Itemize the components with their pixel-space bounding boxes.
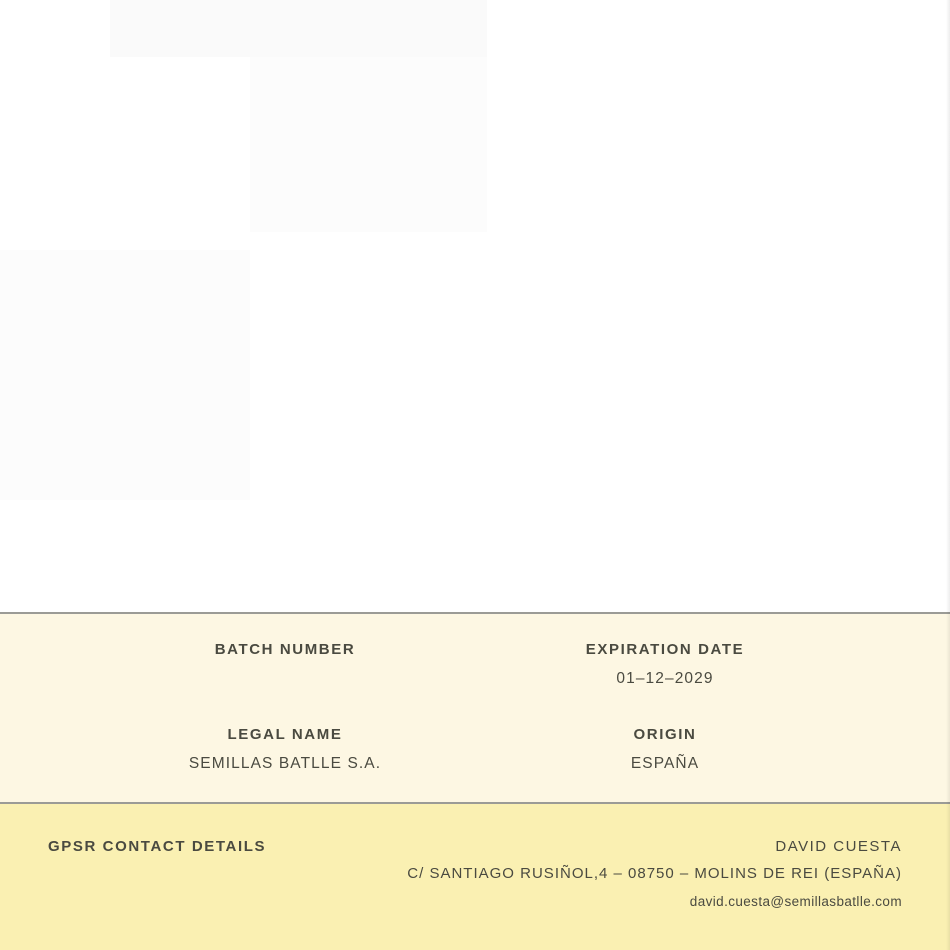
batch-number-value (95, 670, 475, 688)
legal-name-label: LEGAL NAME (227, 726, 343, 743)
expiration-date-value: 01–12–2029 (616, 670, 714, 687)
info-row (95, 726, 855, 773)
faded-image-placeholder (250, 57, 487, 232)
gpsr-contact-section (0, 804, 950, 950)
legal-name-value: SEMILLAS BATLLE S.A. (188, 755, 382, 772)
batch-info-section (0, 614, 950, 802)
origin-field (475, 726, 855, 773)
legal-name-field (95, 726, 475, 773)
batch-number-field (95, 641, 475, 688)
info-row (95, 641, 855, 688)
contact-name: DAVID CUESTA (775, 838, 902, 855)
gpsr-contact-details-label: GPSR CONTACT DETAILS (48, 838, 267, 855)
expiration-date-field (475, 641, 855, 688)
batch-number-label: BATCH NUMBER (214, 641, 356, 658)
origin-value: ESPAÑA (630, 755, 700, 772)
expiration-date-label: EXPIRATION DATE (585, 641, 745, 658)
faded-image-placeholder (0, 250, 250, 500)
contact-email-link[interactable]: david.cuesta@semillasbatlle.com (689, 894, 902, 909)
gpsr-contact-details-block (407, 838, 902, 911)
origin-label: ORIGIN (633, 726, 697, 743)
faded-image-placeholder (110, 0, 487, 57)
contact-address: C/ SANTIAGO RUSIÑOL,4 – 08750 – MOLINS DE REI (ESPAÑA) (407, 865, 902, 882)
